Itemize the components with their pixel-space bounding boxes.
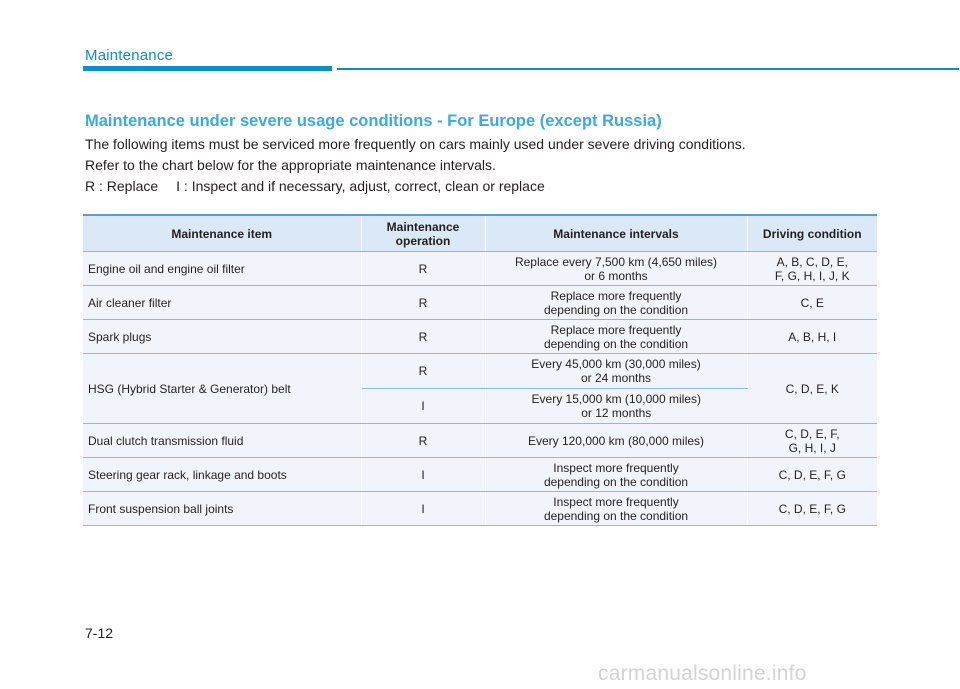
cell-condition: C, D, E, F, G (747, 458, 877, 492)
cell-condition: A, B, H, I (747, 320, 877, 354)
condition-line: F, G, H, I, J, K (774, 268, 850, 283)
header-rule-thick (83, 66, 332, 71)
interval-line: Inspect more frequently (553, 460, 679, 475)
interval-line: depending on the condition (543, 336, 689, 351)
table-row (83, 252, 877, 286)
table-row (83, 320, 877, 354)
interval-line: or 6 months (584, 268, 648, 283)
maintenance-table (83, 214, 877, 526)
cell-item: Dual clutch transmission fluid (83, 424, 361, 458)
cell-interval: Every 120,000 km (80,000 miles) (485, 424, 747, 458)
header-rule-thin (337, 68, 959, 70)
cell-condition: C, D, E, F, G (747, 492, 877, 526)
cell-item: Front suspension ball joints (83, 492, 361, 526)
interval-line: depending on the condition (543, 508, 689, 523)
header-driving-condition: Driving condition (747, 215, 877, 252)
interval-line: Replace more frequently (550, 288, 682, 303)
section-label: Maintenance (85, 47, 174, 64)
cell-interval (485, 286, 747, 320)
header-maintenance-operation (361, 215, 485, 252)
cell-interval (485, 354, 747, 389)
table-row (83, 424, 877, 458)
interval-line: Every 15,000 km (10,000 miles) (531, 392, 701, 406)
cell-operation: R (361, 354, 485, 389)
table-header-row (83, 215, 877, 252)
header-operation-text: Maintenance operation (386, 219, 460, 248)
interval-line: Replace more frequently (550, 322, 682, 337)
cell-operation: I (361, 389, 485, 424)
header-maintenance-item: Maintenance item (83, 215, 361, 252)
interval-line: depending on the condition (543, 302, 689, 317)
interval-line: or 24 months (580, 371, 652, 385)
interval-line: or 12 months (581, 406, 652, 420)
table-row (83, 492, 877, 526)
cell-operation: I (361, 492, 485, 526)
interval-line: Every 45,000 km (30,000 miles) (531, 357, 701, 371)
cell-operation: R (361, 320, 485, 354)
intro-line-2: Refer to the chart below for the appropriate maintenance intervals. (85, 157, 496, 173)
interval-line: Inspect more frequently (553, 494, 679, 509)
cell-operation: R (361, 424, 485, 458)
cell-interval (485, 320, 747, 354)
table-row (83, 458, 877, 492)
cell-item: Spark plugs (83, 320, 361, 354)
legend-replace: R : Replace (85, 178, 159, 194)
interval-line: Replace every 7,500 km (4,650 miles) (514, 254, 718, 269)
condition-line: C, D, E, F, (784, 426, 840, 441)
cell-item: Steering gear rack, linkage and boots (83, 458, 361, 492)
cell-condition: C, D, E, K (747, 354, 877, 424)
cell-operation: I (361, 458, 485, 492)
cell-condition (747, 424, 877, 458)
condition-line: G, H, I, J (788, 440, 836, 455)
interval-line: depending on the condition (543, 474, 689, 489)
cell-item: HSG (Hybrid Starter & Generator) belt (83, 354, 361, 424)
cell-interval (485, 492, 747, 526)
cell-interval (485, 389, 747, 424)
page-number: 7-12 (85, 625, 114, 641)
legend-line (85, 178, 545, 194)
cell-condition (747, 252, 877, 286)
cell-operation: R (361, 286, 485, 320)
header-maintenance-intervals: Maintenance intervals (485, 215, 747, 252)
table-row (83, 354, 877, 389)
legend-inspect: I : Inspect and if necessary, adjust, correct, clean or replace (176, 178, 545, 194)
condition-line: A, B, C, D, E, (776, 254, 848, 269)
cell-item: Air cleaner filter (83, 286, 361, 320)
cell-operation: R (361, 252, 485, 286)
watermark: carmanualsonline.info (598, 662, 807, 685)
cell-interval (485, 252, 747, 286)
cell-condition: C, E (747, 286, 877, 320)
page-title: Maintenance under severe usage conditions - For Europe (except Russia) (85, 112, 662, 130)
intro-line-1: The following items must be serviced more frequently on cars mainly used under severe driving conditions. (85, 136, 746, 152)
table-row (83, 286, 877, 320)
cell-item: Engine oil and engine oil filter (83, 252, 361, 286)
cell-interval (485, 458, 747, 492)
